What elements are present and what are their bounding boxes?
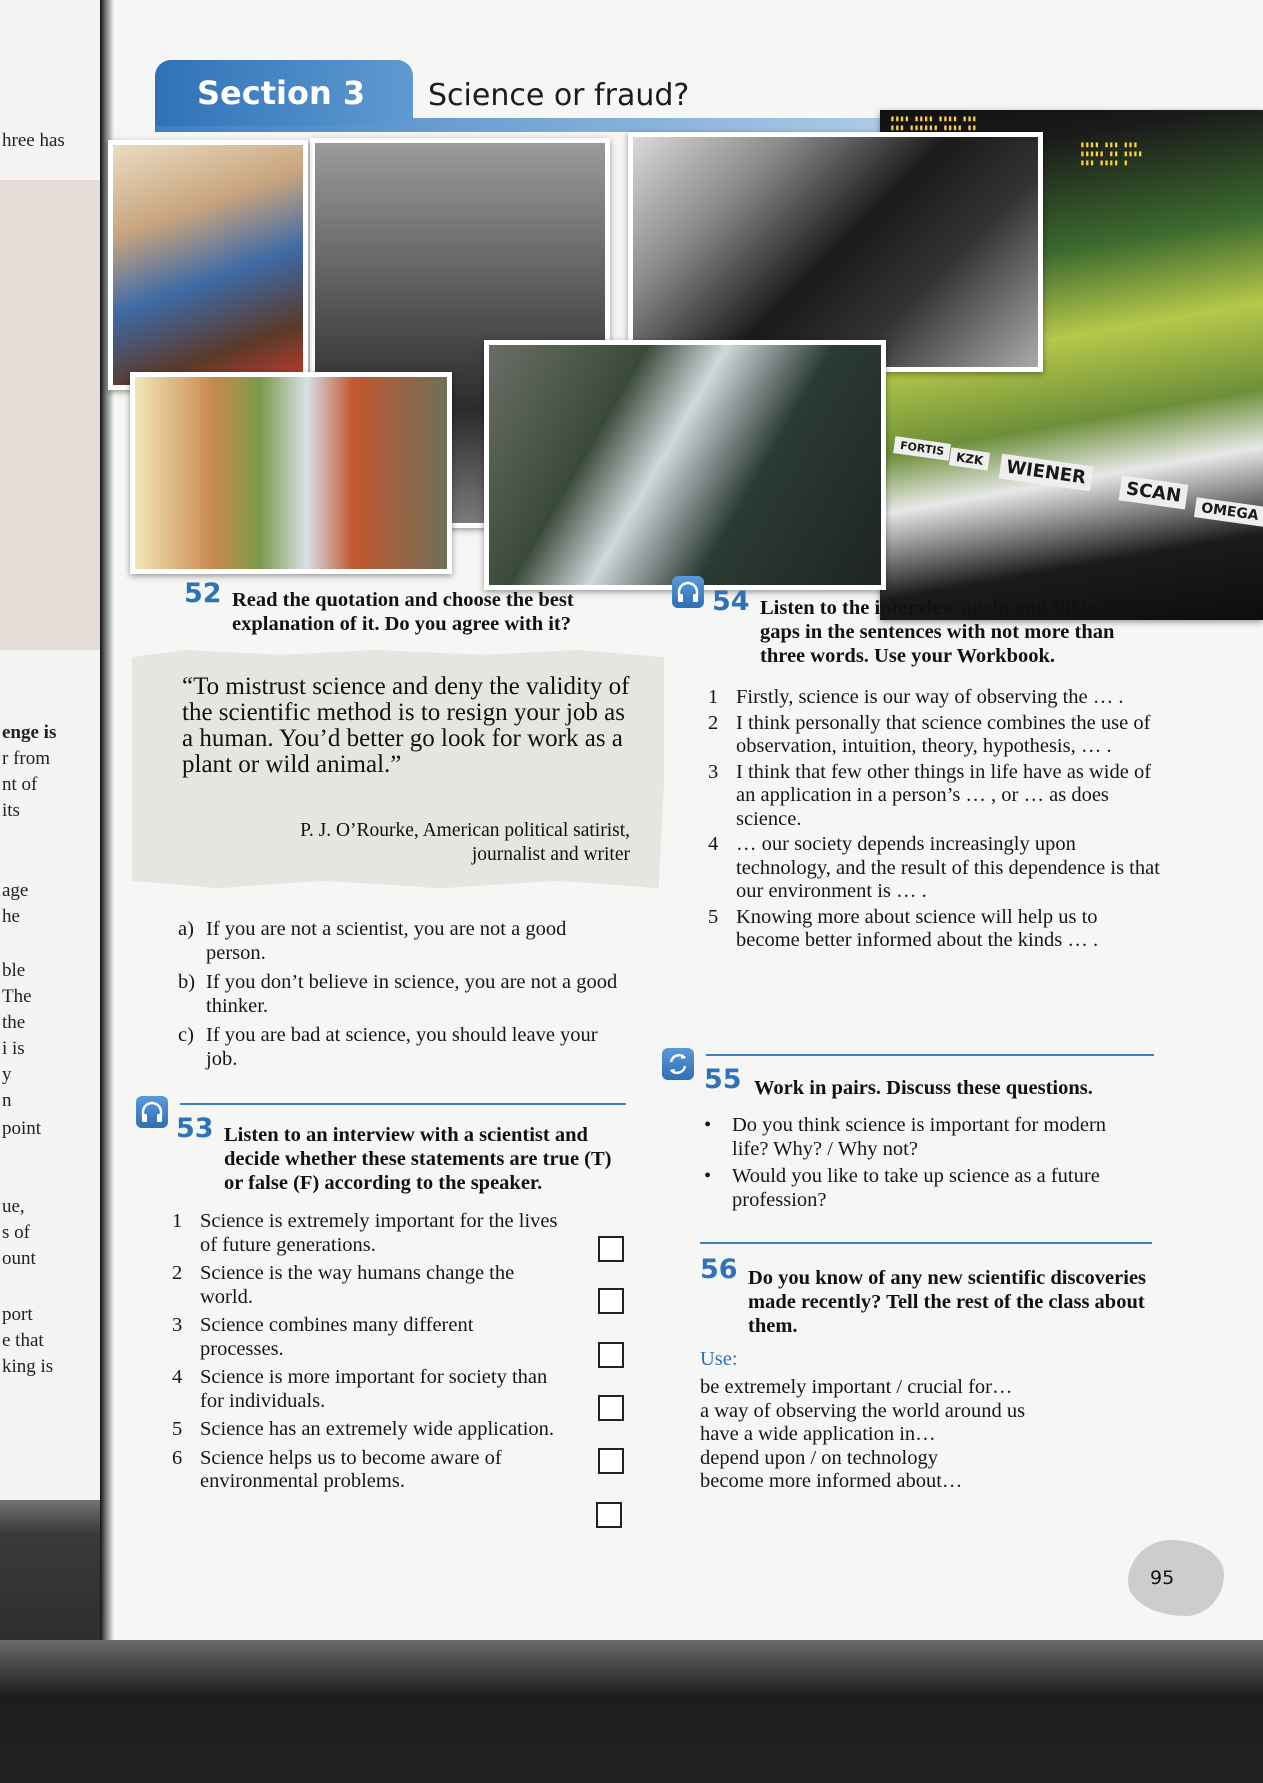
true-false-checkbox[interactable] xyxy=(598,1288,624,1314)
scan-shadow xyxy=(0,1640,1263,1783)
brand-sign: SCAN xyxy=(1119,475,1189,509)
left-fragment: i is xyxy=(2,1038,25,1059)
screen-readout: ▮▮▮▮ ▮▮▮▮ ▮▮▮▮ ▮▮▮ ▮▮▮ ▮▮▮▮▮▮ ▮▮▮▮ ▮▮ xyxy=(890,114,977,132)
left-fragment: The xyxy=(2,986,32,1007)
exercise-55-questions xyxy=(704,1114,1124,1212)
astronomer-painting xyxy=(108,140,308,390)
quotation-attribution xyxy=(182,819,630,867)
exercise-52-instruction: Read the quotation and choose the best explanation of it. Do you agree with it? xyxy=(232,589,574,635)
exercise-52-number: 52 xyxy=(184,578,222,609)
left-fragment: age xyxy=(2,880,29,901)
option-item: a) If you are not a scientist, you are not a good person. xyxy=(178,918,567,964)
gap-sentence: 4 … our society depends increasingly upon technology, and the result of this dependence is that our environment is … . xyxy=(708,833,1160,902)
statement-item: 1 Science is extremely important for the lives of future generations. xyxy=(172,1210,558,1256)
option-item: c) If you are bad at science, you should leave your job. xyxy=(178,1024,598,1070)
left-fragment: he xyxy=(2,906,20,927)
section-divider xyxy=(700,1242,1152,1244)
exercise-53-statements xyxy=(172,1210,562,1494)
left-fragment: ount xyxy=(2,1248,36,1269)
exercise-55-number: 55 xyxy=(704,1064,742,1095)
left-fragment: s of xyxy=(2,1222,30,1243)
use-label: Use: xyxy=(700,1348,738,1370)
left-fragment: ble xyxy=(2,960,26,981)
attribution-line: P. J. O’Rourke, American political satirist, xyxy=(300,820,630,841)
option-item: b) If you don’t believe in science, you are not a good thinker. xyxy=(178,971,618,1017)
previous-page-edge xyxy=(0,0,115,1500)
section-title: Science or fraud? xyxy=(428,78,690,113)
exercise-52-options xyxy=(178,918,628,1071)
gap-sentence: 5 Knowing more about science will help us to become better informed about the kinds … . xyxy=(708,905,1099,951)
true-false-checkbox[interactable] xyxy=(598,1395,624,1421)
statement-item: 3 Science combines many different processes. xyxy=(172,1314,474,1360)
attribution-line: journalist and writer xyxy=(471,844,630,865)
section-divider xyxy=(706,1054,1154,1056)
exercise-54-sentences xyxy=(708,686,1163,953)
page-number: 95 xyxy=(1150,1567,1175,1589)
useful-phrases xyxy=(700,1376,1140,1494)
true-false-checkbox[interactable] xyxy=(598,1236,624,1262)
left-fragment: the xyxy=(2,1012,26,1033)
left-fragment: point xyxy=(2,1118,42,1139)
alchemists-illustration xyxy=(130,372,452,574)
phrase: become more informed about… xyxy=(700,1470,963,1492)
page-number-splash xyxy=(1128,1540,1224,1616)
statement-item: 6 Science helps us to become aware of environmental problems. xyxy=(172,1446,502,1492)
statement-item: 2 Science is the way humans change the world. xyxy=(172,1262,515,1308)
brand-sign: OMEGA xyxy=(1194,497,1263,527)
left-fragment: king is xyxy=(2,1356,54,1377)
brand-sign: FORTIS xyxy=(893,436,951,461)
statement-item: 5 Science has an extremely wide application. xyxy=(172,1418,555,1440)
exercise-53-number: 53 xyxy=(176,1113,214,1144)
gap-sentence: 2 I think personally that science combines the use of observation, intuition, theory, hypothesis, … . xyxy=(708,711,1151,757)
left-fragment: r from xyxy=(2,748,51,769)
left-fragment: ue, xyxy=(2,1196,25,1217)
gap-sentence: 1 Firstly, science is our way of observing the … . xyxy=(708,686,1124,708)
true-false-checkbox[interactable] xyxy=(598,1342,624,1368)
exercise-54-number: 54 xyxy=(712,586,750,617)
exercise-55-instruction: Work in pairs. Discuss these questions. xyxy=(754,1077,1093,1099)
scientist-in-mask-photo xyxy=(484,340,886,590)
quotation-text: “To mistrust science and deny the validity of the scientific method is to resign your job as a human. You’d better go look for work as a plant or wild animal.” xyxy=(182,673,630,778)
screen-readout: ▮▮▮▮ ▮▮▮ ▮▮▮ ▮▮▮▮▮ ▮▮ ▮▮▮▮ ▮▮▮ ▮▮▮▮ ▮ xyxy=(1080,140,1143,167)
statement-item: 4 Science is more important for society than for individuals. xyxy=(172,1366,548,1412)
telescope-photo xyxy=(628,132,1043,372)
phrase: be extremely important / crucial for… xyxy=(700,1376,1013,1398)
left-fragment: e that xyxy=(2,1330,44,1351)
headphones-icon xyxy=(136,1096,168,1128)
phrase: have a wide application in… xyxy=(700,1423,936,1445)
pair-work-icon xyxy=(662,1048,694,1080)
left-fragment: hree has xyxy=(2,130,65,151)
true-false-checkbox[interactable] xyxy=(598,1448,624,1474)
left-fragment: n xyxy=(2,1090,12,1111)
left-fragment: its xyxy=(2,800,20,821)
exercise-53-instruction: Listen to an interview with a scientist and decide whether these statements are true (T) or false (F) according to the speaker. xyxy=(224,1124,612,1194)
left-fragment: port xyxy=(2,1304,33,1325)
phrase: depend upon / on technology xyxy=(700,1446,938,1469)
left-fragment: enge is xyxy=(2,722,57,743)
left-fragment: nt of xyxy=(2,774,38,795)
true-false-checkbox[interactable] xyxy=(596,1502,622,1528)
headphones-icon xyxy=(672,576,704,608)
exercise-56-number: 56 xyxy=(700,1254,738,1285)
brand-sign: WIENER xyxy=(999,454,1094,492)
discussion-question: • Would you like to take up science as a future profession? xyxy=(704,1165,1100,1211)
left-fragment: y xyxy=(2,1064,12,1085)
exercise-54-instruction: Listen to the interview again and fill in the gaps in the sentences with not more than three words. Use your Workbook. xyxy=(760,597,1132,667)
brand-sign: KZK xyxy=(949,447,990,470)
discussion-question: • Do you think science is important for modern life? Why? / Why not? xyxy=(704,1114,1107,1160)
previous-page-stripe xyxy=(0,180,112,650)
exercise-56-instruction: Do you know of any new scientific discoveries made recently? Tell the rest of the class about them. xyxy=(748,1267,1147,1337)
section-tab: Section 3 xyxy=(155,60,413,126)
section-divider xyxy=(180,1103,626,1105)
phrase: a way of observing the world around us xyxy=(700,1399,1026,1422)
gap-sentence: 3 I think that few other things in life have as wide of an application in a person’s … , or … as does science. xyxy=(708,760,1152,830)
